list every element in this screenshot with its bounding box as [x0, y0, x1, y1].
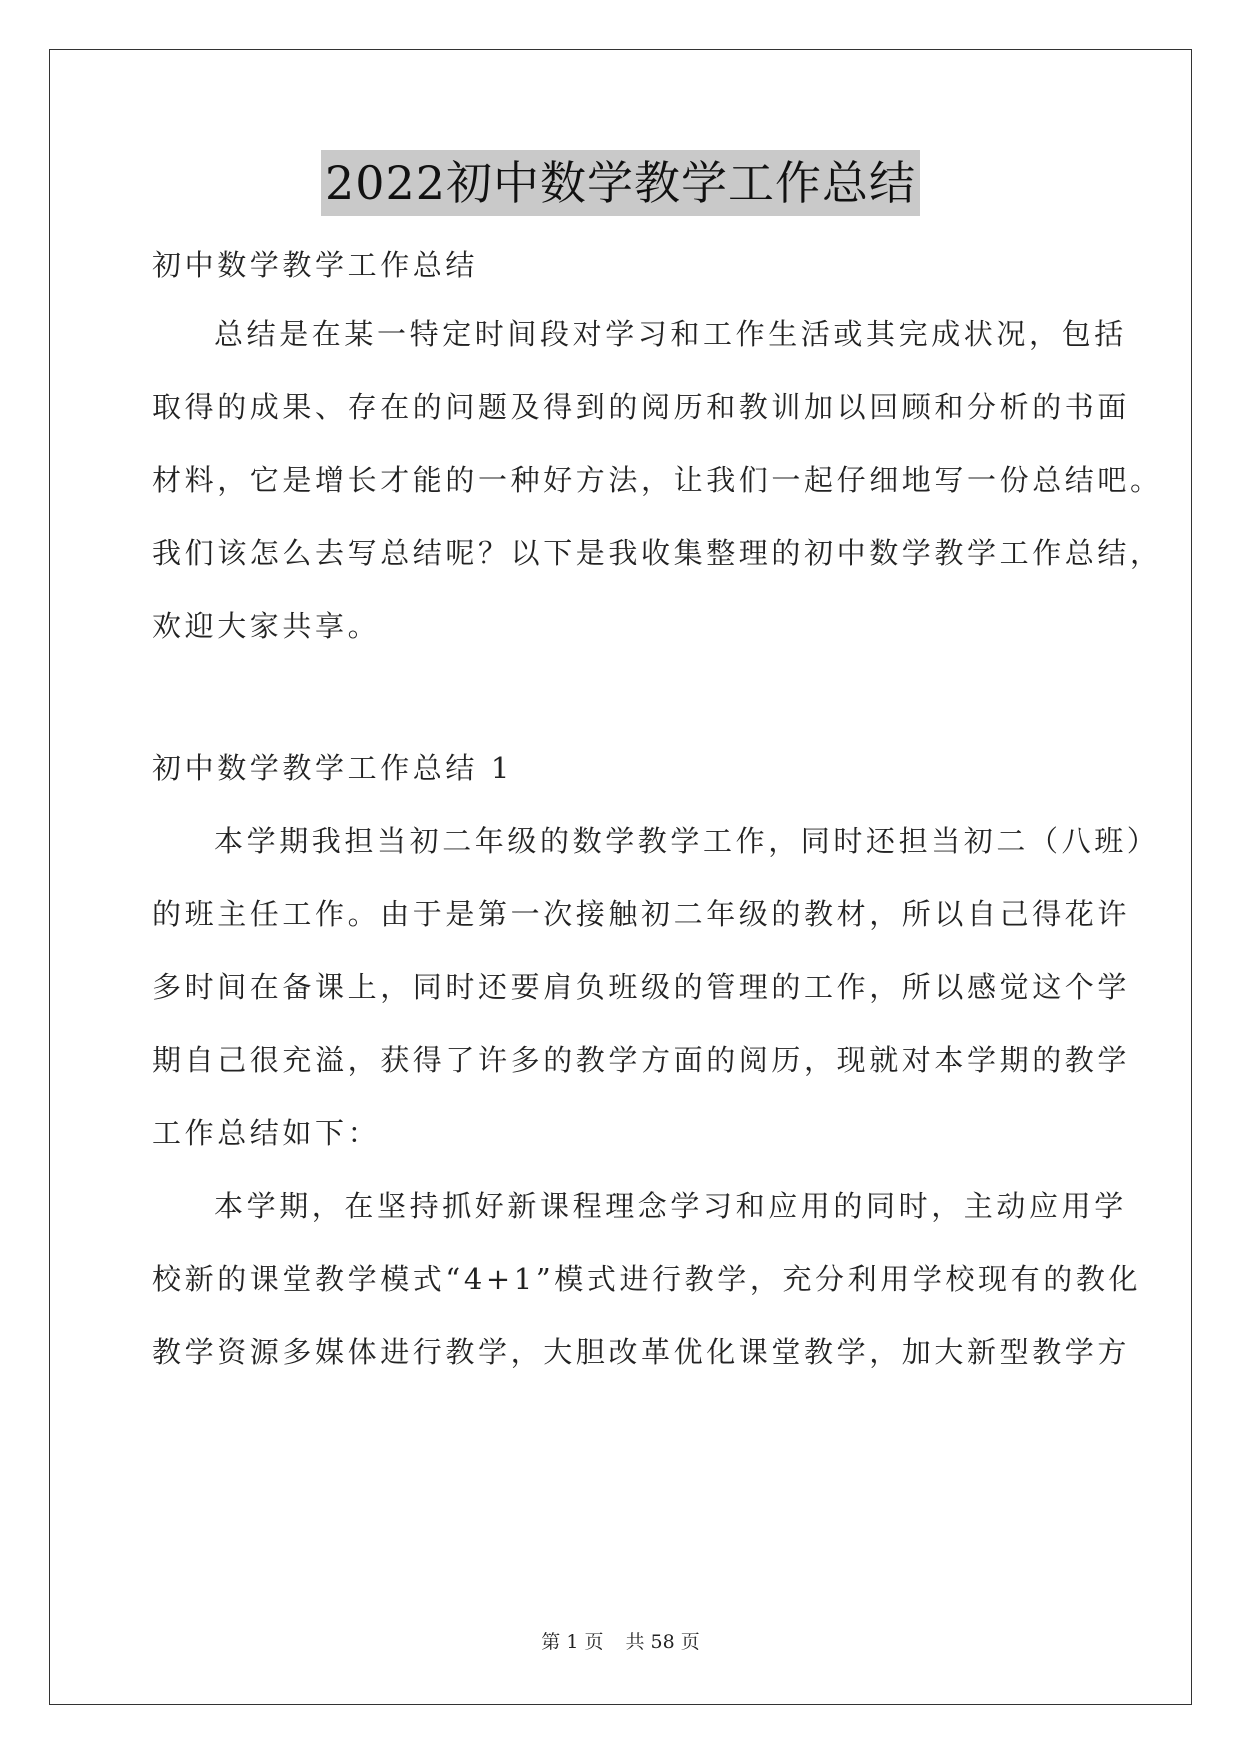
page-number: 第 1 页	[541, 1631, 604, 1653]
paragraph-line: 总结是在某一特定时间段对学习和工作生活或其完成状况，包括	[214, 317, 1127, 351]
paragraph-line: 本学期，在坚持抓好新课程理念学习和应用的同时，主动应用学	[214, 1189, 1127, 1223]
paragraph-line: 取得的成果、存在的问题及得到的阅历和教训加以回顾和分析的书面	[152, 390, 1131, 424]
paragraph-line: 校新的课堂教学模式“4+1”模式进行教学，充分利用学校现有的教化	[152, 1262, 1142, 1296]
title-container	[0, 150, 1241, 216]
page-footer	[0, 1629, 1241, 1655]
paragraph-line: 的班主任工作。由于是第一次接触初二年级的教材，所以自己得花许	[152, 897, 1131, 931]
paragraph-line: 多时间在备课上，同时还要肩负班级的管理的工作，所以感觉这个学	[152, 970, 1131, 1004]
paragraph-line: 我们该怎么去写总结呢？以下是我收集整理的初中数学教学工作总结，	[152, 536, 1163, 570]
paragraph-line: 材料，它是增长才能的一种好方法，让我们一起仔细地写一份总结吧。	[152, 463, 1163, 497]
paragraph-line: 本学期我担当初二年级的数学教学工作，同时还担当初二（八班）	[214, 824, 1160, 858]
paragraph-line: 欢迎大家共享。	[152, 609, 381, 643]
page-border	[49, 49, 1192, 1705]
paragraph-line: 期自己很充溢，获得了许多的教学方面的阅历，现就对本学期的教学	[152, 1043, 1131, 1077]
section-heading: 初中数学教学工作总结 1	[152, 751, 513, 785]
paragraph-line: 教学资源多媒体进行教学，大胆改革优化课堂教学，加大新型教学方	[152, 1335, 1131, 1369]
page-total: 共 58 页	[625, 1631, 700, 1653]
document-title: 2022初中数学教学工作总结	[321, 150, 920, 216]
section-heading: 初中数学教学工作总结	[152, 248, 479, 282]
paragraph-line: 工作总结如下：	[152, 1116, 381, 1150]
